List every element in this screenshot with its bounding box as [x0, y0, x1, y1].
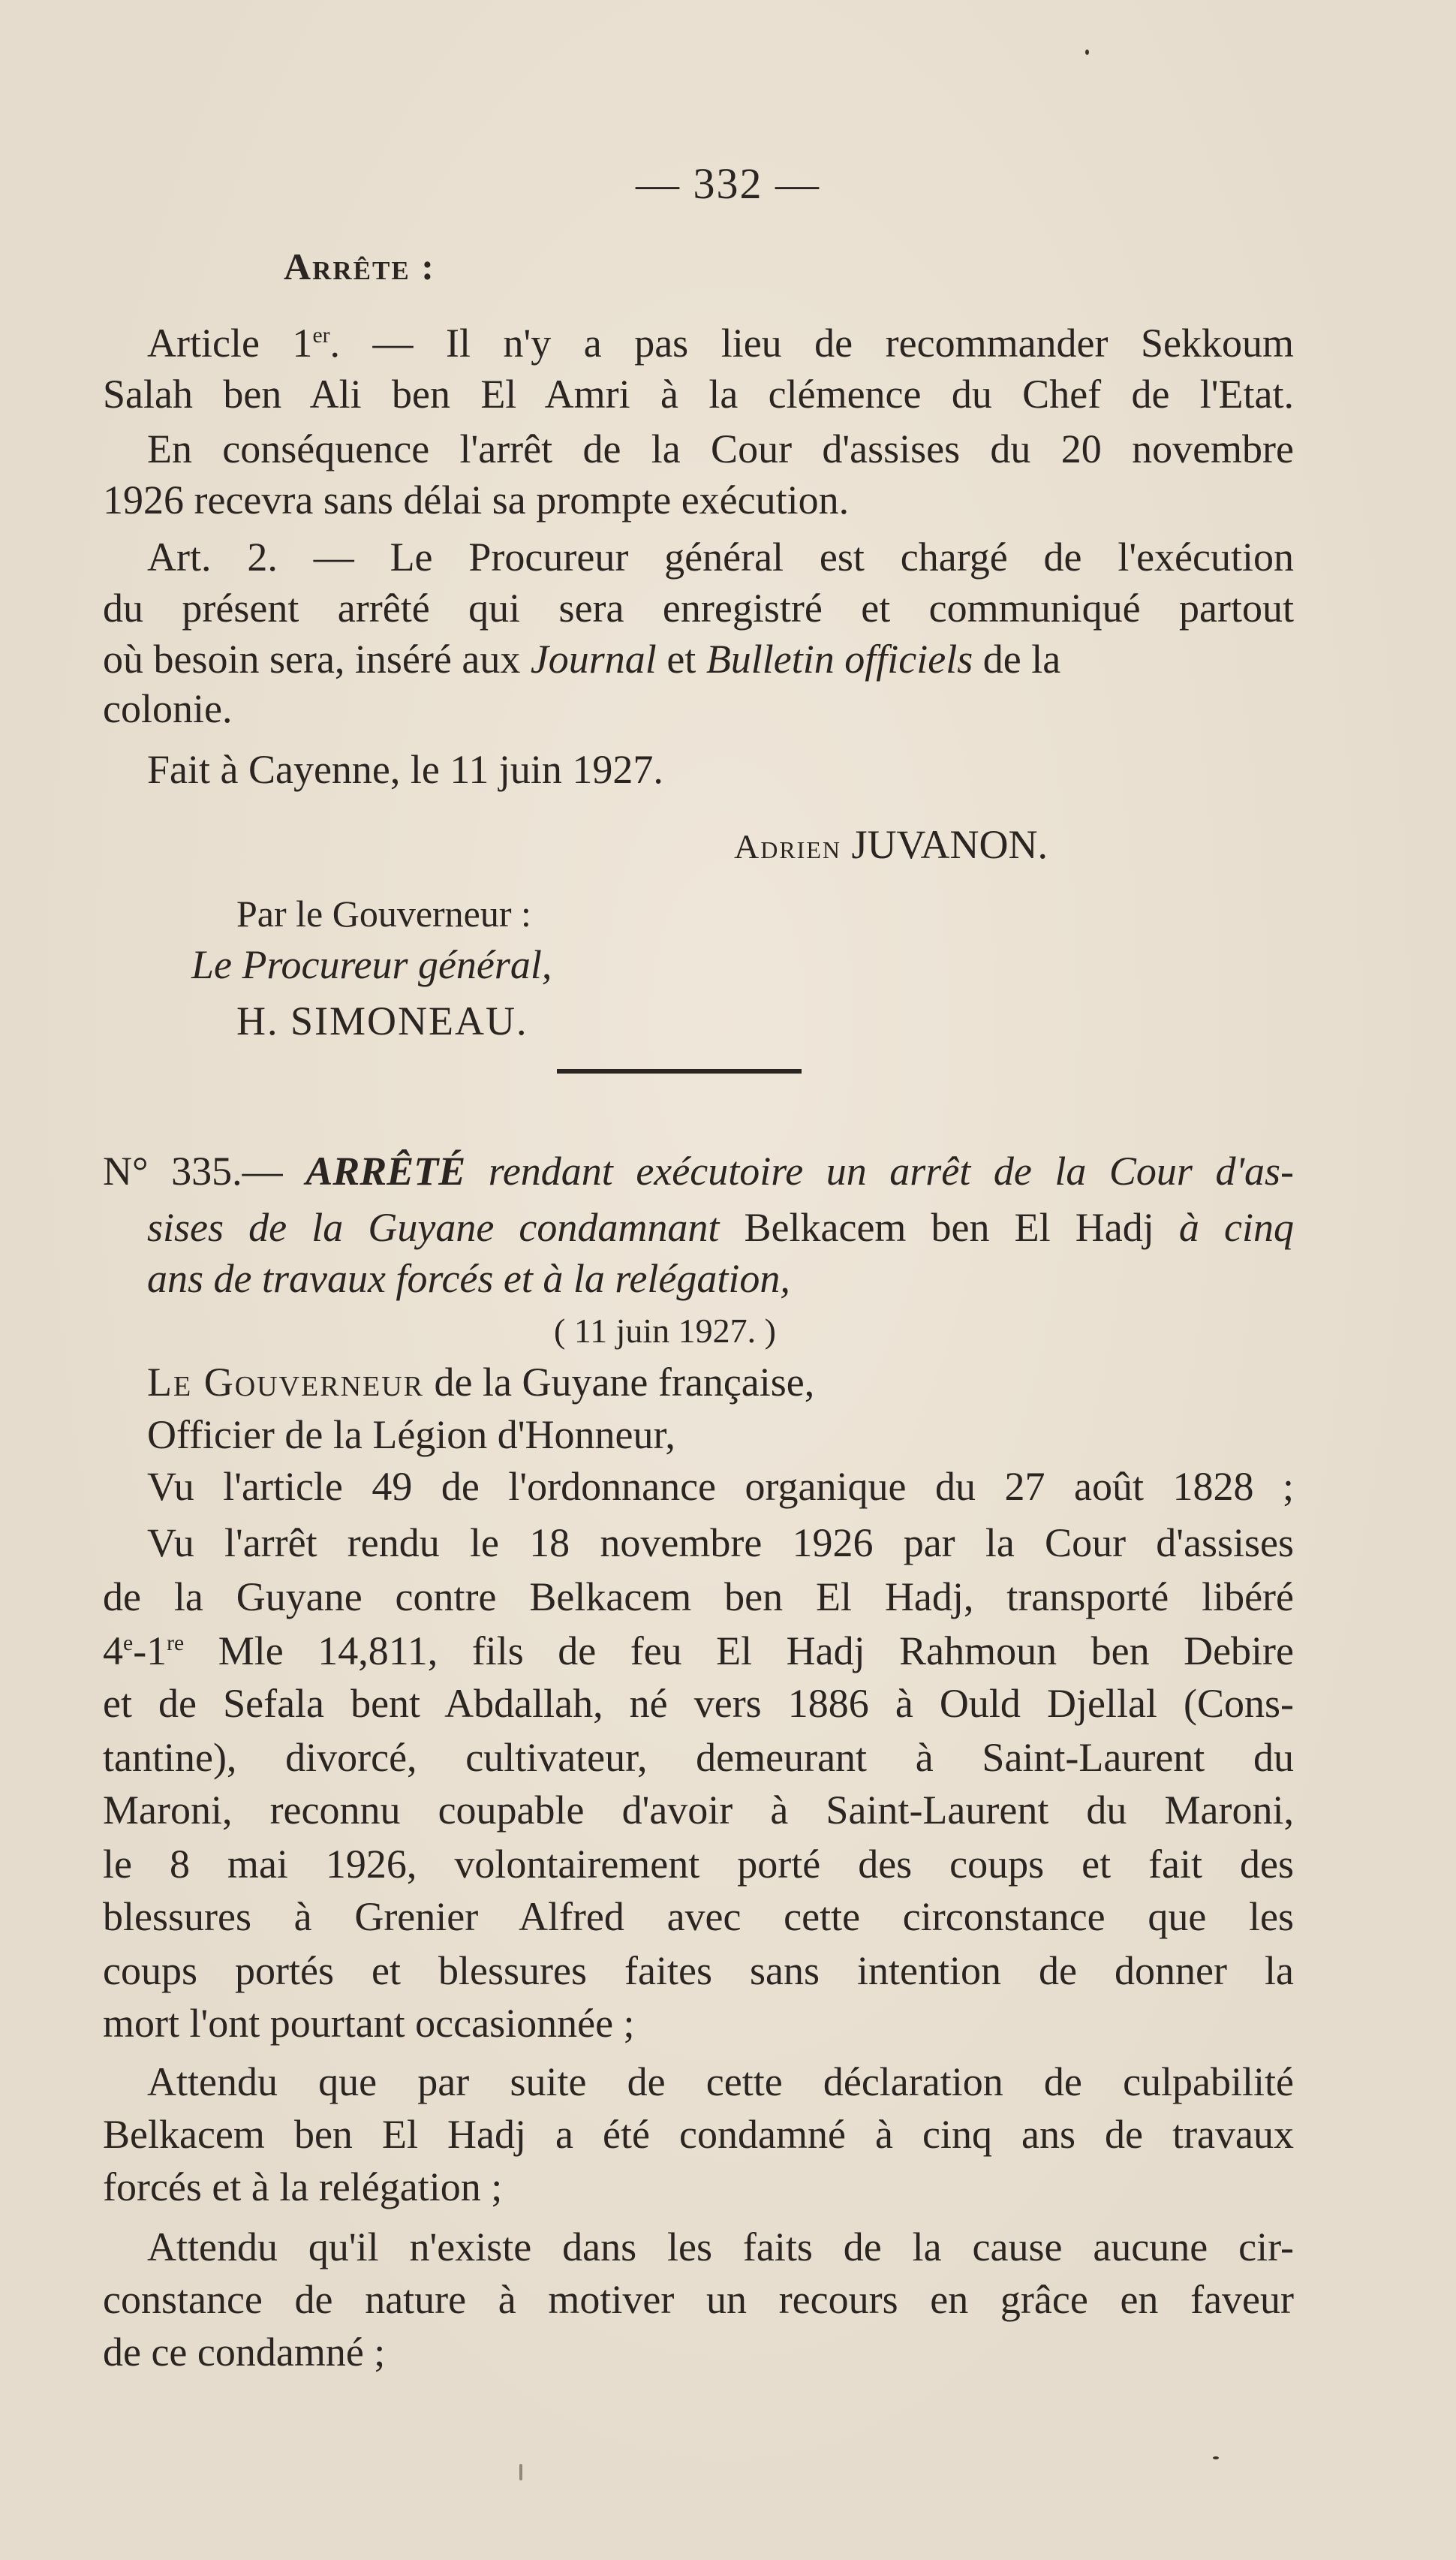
- decree-number: N° 335.—: [103, 1149, 306, 1194]
- signature-last-name: JUVANON.: [851, 822, 1048, 867]
- attendu1-line2: Belkacem ben El Hadj a été condamné à cinq ans de travaux: [103, 2112, 1294, 2157]
- le-gouverneur: Le Gouverneur: [147, 1360, 425, 1405]
- vu-arret-line3-sup1: e: [123, 1631, 134, 1655]
- print-speck: [519, 2464, 522, 2480]
- gouverneur-rest: de la Guyane française,: [424, 1360, 815, 1405]
- vu-arret-line3: [103, 1625, 1294, 1677]
- article2-line2: du présent arrêté qui sera enregistré et communiqué partout: [103, 586, 1294, 631]
- vu-arret-line9: coups portés et blessures faites sans intention de donner la: [103, 1948, 1294, 1993]
- attendu1-line1: Attendu que par suite de cette déclaration de culpabilité: [147, 2059, 1294, 2104]
- procureur-name: H. SIMONEAU.: [236, 998, 528, 1044]
- fait-a-cayenne: Fait à Cayenne, le 11 juin 1927.: [147, 747, 663, 792]
- condemned-name: Belkacem ben El Hadj: [719, 1205, 1179, 1250]
- vu-arret-line2: de la Guyane contre Belkacem ben El Hadj, transporté libéré: [103, 1574, 1294, 1619]
- attendu2-line3: de ce condamné ;: [103, 2330, 386, 2375]
- article2-line4: colonie.: [103, 686, 233, 731]
- article1-lead: Article 1: [147, 321, 313, 366]
- page-number: — 332 —: [636, 159, 820, 208]
- procureur-title: Le Procureur général,: [191, 942, 552, 987]
- article1-line2: Salah ben Ali ben El Amri à la clémence du Chef de l'Etat.: [103, 372, 1294, 417]
- section-divider: [557, 1069, 802, 1074]
- decree-title-line2-c: à cinq: [1178, 1205, 1294, 1250]
- vu-arret-line3-sup2: re: [167, 1631, 185, 1655]
- vu-arret-line3-c: Mle 14,811, fils de feu El Hadj Rahmoun ben Debire: [184, 1628, 1294, 1673]
- decree-title-line2: [147, 1201, 1294, 1254]
- vu-arret-line7: le 8 mai 1926, volontairement porté des coups et fait des: [103, 1842, 1294, 1887]
- decree-title-line1: [103, 1145, 1294, 1197]
- vu-arret-line5: tantine), divorcé, cultivateur, demeurant à Saint-Laurent du: [103, 1735, 1294, 1780]
- vu-arret-line10: mort l'ont pourtant occasionnée ;: [103, 2001, 635, 2046]
- article1-rest: . — Il n'y a pas lieu de recommander Sekkoum: [329, 321, 1294, 366]
- decree-title-text: rendant exécutoire un arrêt de la Cour d'as-: [465, 1149, 1295, 1194]
- article1-line4: 1926 recevra sans délai sa prompte exécution.: [103, 477, 850, 523]
- decree-title-arrete: ARRÊTÉ: [305, 1149, 466, 1194]
- article1-line1: [147, 317, 1294, 369]
- vu-arret-line8: blessures à Grenier Alfred avec cette circonstance que les: [103, 1894, 1294, 1939]
- vu-arret-line6: Maroni, reconnu coupable d'avoir à Saint-Laurent du Maroni,: [103, 1787, 1294, 1833]
- article2-line3: [103, 633, 1060, 685]
- signature-first-name: Adrien: [734, 827, 841, 866]
- article2-line3-c: et: [656, 637, 706, 682]
- article2-line1: Art. 2. — Le Procureur général est chargé de l'exécution: [147, 535, 1294, 580]
- journal-title: Journal: [530, 637, 657, 682]
- decree-title-line3: ans de travaux forcés et à la relégation,: [147, 1256, 790, 1301]
- vu-arret-line1: Vu l'arrêt rendu le 18 novembre 1926 par la Cour d'assises: [147, 1520, 1294, 1565]
- attendu1-line3: forcés et à la relégation ;: [103, 2164, 503, 2209]
- print-speck: [1213, 2456, 1219, 2459]
- decree-date: ( 11 juin 1927. ): [554, 1312, 776, 1350]
- vu-arret-line4: et de Sefala bent Abdallah, né vers 1886 à Ould Djellal (Cons-: [103, 1681, 1294, 1726]
- bulletin-title: Bulletin officiels: [705, 637, 973, 682]
- arrete-heading: Arrête :: [284, 245, 435, 288]
- decree-title-line2-a: sises de la Guyane condamnant: [147, 1205, 720, 1250]
- print-speck: [1085, 50, 1089, 55]
- signature-adrien-juvanon: [734, 818, 1048, 873]
- officier-line: Officier de la Légion d'Honneur,: [147, 1412, 675, 1457]
- attendu2-line2: constance de nature à motiver un recours en grâce en faveur: [103, 2277, 1294, 2322]
- article1-line3: En conséquence l'arrêt de la Cour d'assises du 20 novembre: [147, 426, 1294, 471]
- article2-line3-a: où besoin sera, inséré aux: [103, 637, 531, 682]
- article2-line3-e: de la: [973, 637, 1061, 682]
- attendu2-line1: Attendu qu'il n'existe dans les faits de la cause aucune cir-: [147, 2224, 1294, 2269]
- article1-sup: er: [312, 324, 330, 348]
- vu-arret-line3-a: 4: [103, 1628, 123, 1673]
- vu-arret-line3-b: -1: [133, 1628, 167, 1673]
- gouverneur-line: [147, 1356, 814, 1408]
- par-le-gouverneur: Par le Gouverneur :: [236, 893, 531, 935]
- vu-article-line: Vu l'article 49 de l'ordonnance organique du 27 août 1828 ;: [147, 1464, 1294, 1509]
